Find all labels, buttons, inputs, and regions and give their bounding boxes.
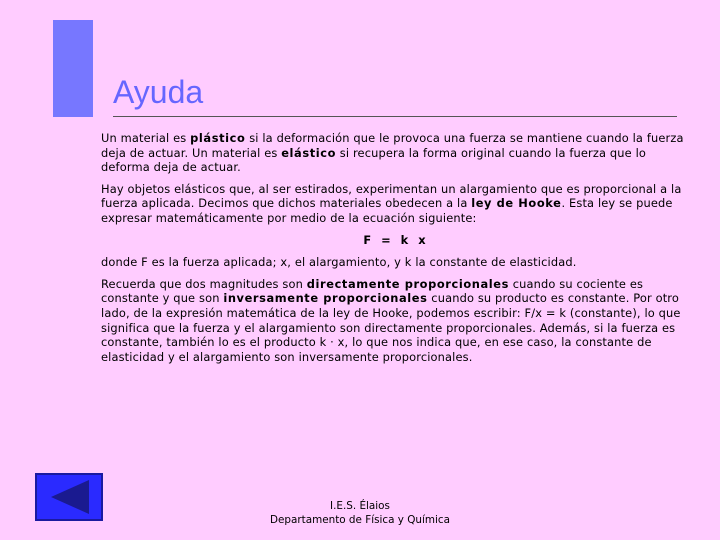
term-plastico: plástico xyxy=(190,131,246,145)
text-segment: si la deformación que le provoca una fuerza se mantiene cuando la fuerza deja de actuar. Un material es xyxy=(101,131,684,160)
term-inversamente-proporcionales: inversamente proporcionales xyxy=(223,291,428,306)
paragraph-plastic-elastic xyxy=(101,131,691,175)
text-segment: Hay objetos elásticos que, al ser estirados, experimentan un alargamiento que es proporcional a la fuerza aplicada. Decimos que dichos materiales obedecen a la xyxy=(101,181,682,211)
slide-content xyxy=(101,131,691,371)
term-directamente-proporcionales: directamente proporcionales xyxy=(306,276,509,291)
back-button[interactable] xyxy=(35,473,103,521)
paragraph-definitions: donde F es la fuerza aplicada; x, el alargamiento, y k la constante de elasticidad. xyxy=(101,255,577,270)
paragraph-hooke xyxy=(101,182,691,226)
title-divider xyxy=(113,116,677,117)
school-name: I.E.S. Élaios xyxy=(330,500,390,512)
hooke-equation: F = k x xyxy=(363,232,429,247)
department-name: Departamento de Física y Química xyxy=(270,514,450,526)
slide-title: Ayuda xyxy=(113,74,204,110)
text-segment: si recupera la forma original cuando la fuerza que lo deforma deja de actuar. xyxy=(101,145,647,175)
text-segment: . Esta ley se puede expresar matemáticamente por medio de la ecuación siguiente: xyxy=(101,196,673,225)
paragraph-proportionality xyxy=(101,277,691,365)
text-segment: Recuerda que dos magnitudes son xyxy=(101,276,307,291)
text-segment: cuando su cociente es constante y que son xyxy=(101,276,644,306)
text-segment: Un material es xyxy=(101,131,191,145)
accent-bar xyxy=(53,20,93,117)
text-segment: cuando su producto es constante. Por otro lado, de la expresión matemática de la ley de Hooke, podemos escribir: F/x = k (constante), lo que significa que la fuerza y el alargamiento son directamente proporcionales. Además, si la fuerza es constante, también lo es el producto k · x, lo que nos indica que, en ese caso, la constante de elasticidad y el alargamiento son inversamente proporcionales. xyxy=(101,291,681,364)
term-elastico: elástico xyxy=(281,145,337,160)
footer xyxy=(250,499,470,527)
term-ley-de-hooke: ley de Hooke xyxy=(471,196,562,211)
triangle-left-icon xyxy=(37,475,101,519)
